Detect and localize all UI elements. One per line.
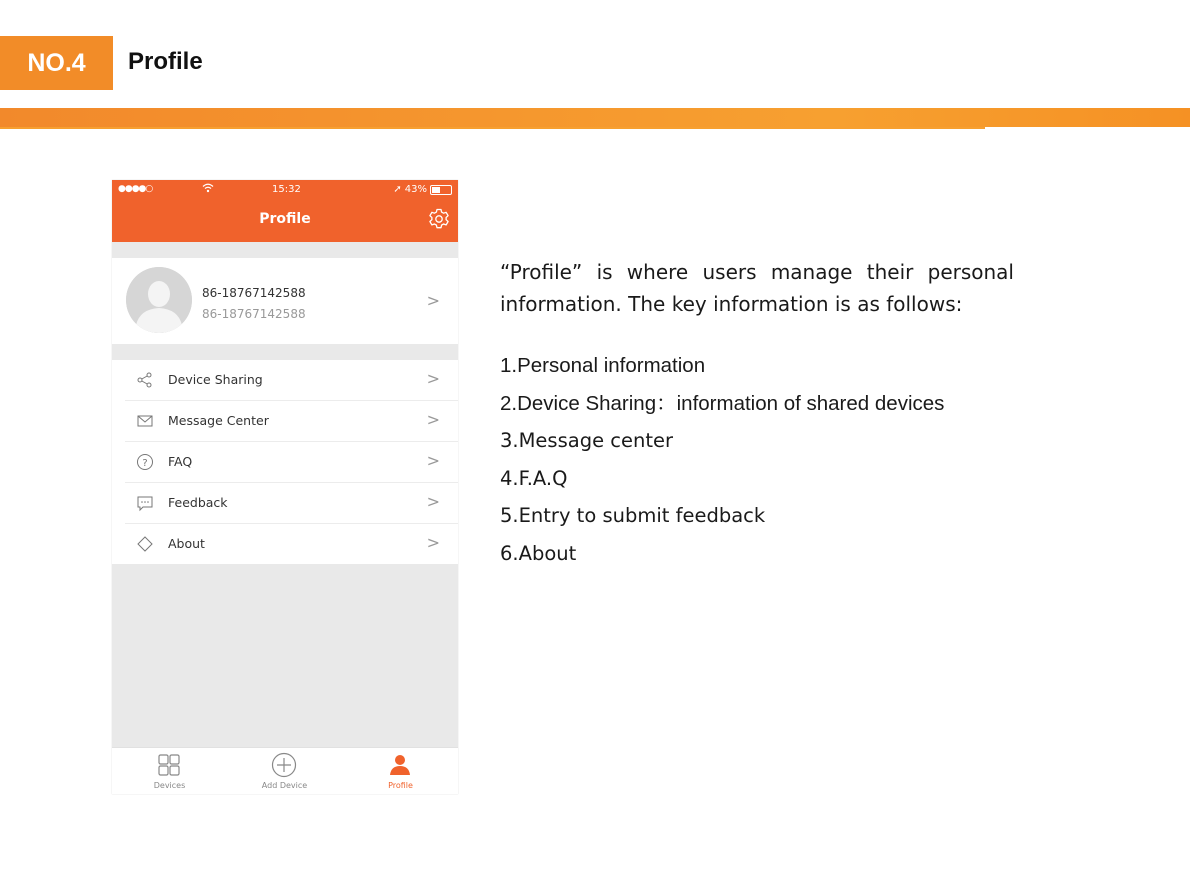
- status-time: 15:32: [272, 184, 301, 195]
- status-bar: [112, 180, 458, 200]
- menu-item-feedback[interactable]: [125, 483, 458, 524]
- menu-label: About: [168, 536, 205, 551]
- list-item: 2.Device Sharing：information of shared devices: [500, 391, 945, 415]
- phone-screenshot: [112, 180, 458, 794]
- list-item: 1.Personal information: [500, 354, 706, 377]
- app-header: [112, 180, 458, 242]
- gear-icon[interactable]: [428, 208, 450, 230]
- menu-item-device-sharing[interactable]: [125, 360, 458, 401]
- list-item: 4.F.A.Q: [500, 466, 568, 490]
- svg-text:?: ?: [142, 458, 148, 469]
- slide-title: Profile: [128, 48, 203, 75]
- menu-label: FAQ: [168, 454, 193, 469]
- signal-icon: ●●●●○: [118, 184, 153, 194]
- menu-label: Device Sharing: [168, 372, 263, 387]
- list-item: 6.About: [500, 541, 577, 565]
- chevron-right-icon: >: [426, 369, 440, 388]
- chevron-right-icon: >: [426, 533, 440, 552]
- chevron-right-icon: >: [426, 410, 440, 429]
- question-icon: [136, 453, 154, 471]
- tab-devices[interactable]: [112, 748, 227, 794]
- diamond-icon: [136, 535, 154, 553]
- tab-bar: [112, 747, 458, 794]
- tab-label: Add Device: [261, 781, 308, 790]
- profile-description: “Profile” is where users manage their personal information. The key information is as follows:: [500, 260, 1014, 316]
- chat-icon: [136, 494, 154, 512]
- tab-label: Profile: [388, 781, 413, 790]
- user-account-secondary: 86-18767142588: [202, 307, 306, 321]
- location-arrow-icon: ➚: [393, 184, 402, 195]
- profile-card[interactable]: [112, 258, 458, 344]
- list-item: 5.Entry to submit feedback: [500, 504, 766, 527]
- avatar: [126, 267, 192, 333]
- list-item: 3.Message center: [500, 429, 674, 452]
- chevron-right-icon: >: [426, 291, 440, 310]
- key-information-list: [500, 350, 944, 575]
- chevron-right-icon: >: [426, 451, 440, 470]
- tab-profile[interactable]: [343, 748, 458, 794]
- menu-item-about[interactable]: [125, 524, 458, 564]
- menu-item-message-center[interactable]: [125, 401, 458, 442]
- user-account-primary: 86-18767142588: [202, 286, 306, 300]
- header-title: Profile: [259, 211, 311, 227]
- wifi-icon: [202, 183, 214, 196]
- profile-menu: [112, 360, 458, 564]
- menu-item-faq[interactable]: [125, 442, 458, 483]
- share-icon: [136, 371, 154, 389]
- tab-label: Devices: [153, 781, 186, 790]
- plus-circle-icon: [271, 752, 297, 778]
- envelope-icon: [136, 412, 154, 430]
- menu-label: Message Center: [168, 413, 269, 428]
- orange-divider-bar: [0, 108, 1190, 127]
- grid-icon: [157, 753, 181, 777]
- section-number-badge: NO.4: [0, 36, 113, 90]
- chevron-right-icon: >: [426, 492, 440, 511]
- menu-label: Feedback: [168, 495, 228, 510]
- tab-add-device[interactable]: [227, 748, 342, 794]
- battery-percent: 43%: [404, 184, 427, 195]
- person-icon: [388, 753, 412, 777]
- battery-indicator: [393, 184, 452, 195]
- battery-icon: [430, 185, 452, 195]
